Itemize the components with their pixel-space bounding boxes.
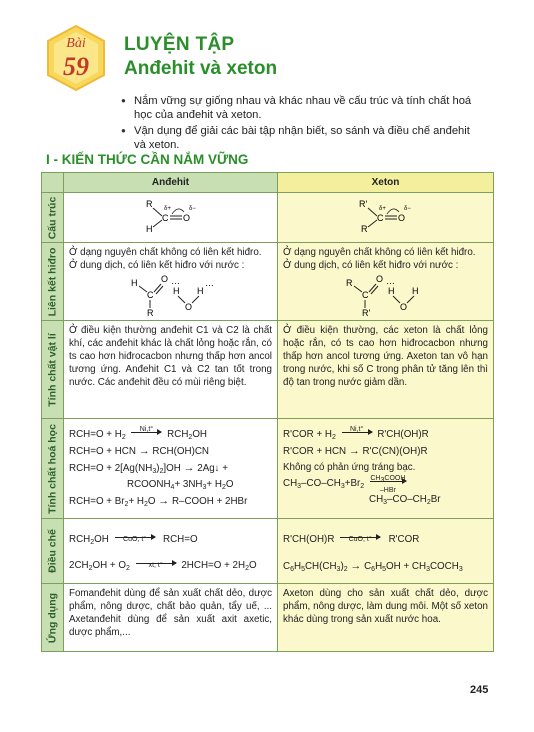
- svg-text:H: H: [130, 278, 137, 288]
- aldehyde-reaction-h2: $RCH=O + H_2$ Ni,t° $RCH_2OH$: [69, 425, 208, 441]
- ketone-physical: Ở điều kiện thường, các xeton là chất lỏng hoặc rắn, có ts cao hơn hiđrocacbon nhưng thấp hơn ancol tương ứng. Axeton tan vô hạn trong nước, khi số C trong phân tử tăng lên thì độ tan trong nước giảm dần.: [278, 321, 494, 419]
- reaction-arrow: Ni,t°: [131, 432, 161, 433]
- row-label-preparation: Điều chế: [42, 519, 64, 584]
- svg-text:H: H: [411, 286, 418, 296]
- aldehyde-applications: Fomanđehit dùng để sản xuất chất dẻo, dược phẩm, nông dược, chất bảo quản, tẩy uế, ... Axetanđehit dùng để sản xuất axit axetic, dược phẩm,...: [64, 584, 278, 652]
- svg-text:O: O: [184, 302, 192, 312]
- svg-text:C: C: [376, 213, 383, 223]
- svg-text:H: H: [387, 286, 394, 296]
- svg-text:O: O: [182, 213, 190, 223]
- aldehyde-reaction-silver-products: $RCOONH_4+ 3NH_3+ H_2O$: [127, 479, 234, 491]
- ketone-hbond: [278, 243, 494, 321]
- ketone-reaction-bromine-product: $CH_3-CO-CH_2Br$: [369, 494, 441, 506]
- svg-text:R': R': [361, 308, 370, 316]
- svg-text:…: …: [170, 276, 180, 286]
- svg-text:R': R': [358, 199, 367, 209]
- ketone-reaction-bromine: $CH_3-CO-CH_3+Br_2$ $CH_3COOH$ –HBr: [283, 474, 406, 494]
- aldehyde-hbond-line2: Ở dung dịch, có liên kết hiđro với nước :: [69, 260, 245, 271]
- reaction-arrow: CuO, t°: [115, 537, 155, 538]
- ketone-reaction-hcn: R'COR + HCN → R'C(CN)(OH)R: [283, 445, 428, 457]
- svg-text:R: R: [345, 278, 352, 288]
- ketone-reaction-h2: $R'COR + H_2$ Ni,t° R'CH(OH)R: [283, 425, 429, 441]
- reaction-arrow: xt, t°: [136, 563, 176, 564]
- svg-text:O: O: [397, 213, 405, 223]
- reaction-arrow: CuO, t°: [340, 537, 380, 538]
- lesson-title: LUYỆN TẬP: [124, 34, 235, 55]
- ketone-hbond-line1: Ở dạng nguyên chất không có liên kết hiđro.: [283, 247, 476, 258]
- svg-text:R: R: [145, 199, 152, 209]
- header-aldehyde: Anđehit: [64, 173, 278, 193]
- svg-text:δ−: δ−: [188, 206, 196, 212]
- svg-text:R: R: [146, 308, 153, 316]
- aldehyde-reaction-bromine: $RCH=O + Br_2+ H_2O$ → R–COOH + 2HBr: [69, 495, 248, 508]
- svg-text:δ−: δ−: [403, 206, 411, 212]
- lesson-number: 59: [63, 52, 89, 81]
- row-label-chemical: Tính chất hoá học: [42, 419, 64, 519]
- svg-text:…: …: [385, 276, 395, 286]
- svg-text:δ+: δ+: [378, 206, 386, 212]
- ketone-prep-oxidation: R'CH(OH)R CuO, t° R'COR: [283, 534, 420, 545]
- aldehyde-structure-diagram: [126, 196, 216, 236]
- ketone-no-silver-mirror: Không có phản ứng tráng bạc.: [283, 462, 416, 473]
- aldehyde-prep-oxidation: $RCH_2OH$ CuO, t° RCH=O: [69, 534, 198, 546]
- goal-item: ● Vận dụng để giải các bài tập nhận biết, so sánh và điều chế anđehit và xeton.: [120, 124, 480, 152]
- svg-text:C: C: [361, 290, 368, 300]
- svg-text:O: O: [375, 274, 383, 284]
- goal-item: ● Nắm vững sự giống nhau và khác nhau về cấu trúc và tính chất hoá học của anđehit và xeton.: [120, 94, 480, 122]
- row-label-structure: Cấu trúc: [42, 193, 64, 243]
- svg-text:δ+: δ+: [163, 206, 171, 212]
- ketone-structure: [278, 193, 494, 243]
- svg-text:H: H: [196, 286, 203, 296]
- ketone-prep-cumene: $C_6H_5CH(CH_3)_2 \to C_6H_5OH$ + $CH_3COCH_3$: [283, 560, 463, 573]
- aldehyde-prep-ethylene: $2CH_2OH + O_2$ xt, t° $2HCH=O + 2H_2O$: [69, 560, 257, 572]
- aldehyde-chemical: [64, 419, 278, 519]
- ketone-structure-diagram: [341, 196, 431, 236]
- lesson-goals: [120, 94, 480, 154]
- svg-text:C: C: [161, 213, 168, 223]
- aldehyde-hbond-diagram: [111, 272, 231, 316]
- aldehyde-reaction-silver: $RCH=O + 2[Ag(NH_3)_2]OH$ → 2Ag↓ +: [69, 462, 229, 475]
- lesson-label: Bài: [66, 36, 86, 51]
- ketone-hbond-diagram: [326, 272, 446, 316]
- ketone-preparation: [278, 519, 494, 584]
- svg-text:H: H: [172, 286, 179, 296]
- aldehyde-structure: [64, 193, 278, 243]
- section-title: I - KIẾN THỨC CẦN NẮM VỮNG: [46, 152, 249, 167]
- header-corner: [42, 173, 64, 193]
- row-label-physical: Tính chất vật lí: [42, 321, 64, 419]
- ketone-chemical: [278, 419, 494, 519]
- row-label-hbond: Liên kết hiđro: [42, 243, 64, 321]
- aldehyde-hbond: [64, 243, 278, 321]
- svg-text:…: …: [204, 278, 214, 288]
- aldehyde-preparation: [64, 519, 278, 584]
- svg-text:H: H: [145, 224, 152, 234]
- ketone-applications: Axeton dùng cho sản xuất chất dẻo, dược phẩm, nông dược, làm dung môi. Một số xeton khác dùng trong sản xuất nước hoa.: [278, 584, 494, 652]
- reaction-arrow: $CH_3COOH$ –HBr: [370, 474, 406, 494]
- header-ketone: Xeton: [278, 173, 494, 193]
- page-number: 245: [470, 684, 489, 696]
- lesson-subtitle: Anđehit và xeton: [124, 58, 278, 79]
- svg-text:C: C: [146, 290, 153, 300]
- ketone-hbond-line2: Ở dung dịch, có liên kết hiđro với nước :: [283, 260, 459, 271]
- svg-text:O: O: [160, 274, 168, 284]
- comparison-table: [41, 172, 494, 652]
- row-label-applications: Ứng dụng: [42, 584, 64, 652]
- aldehyde-physical: Ở điều kiện thường anđehit C1 và C2 là chất khí, các anđehit khác là chất lỏng hoặc rắn, có ts cao hơn hiđrocacbon nhưng thấp hơn ancol tương ứng. Anđehit C1 và C2 tan tốt trong nước. Các anđehit đều có mùi riêng biệt.: [64, 321, 278, 419]
- svg-text:R: R: [360, 224, 367, 234]
- reaction-arrow: Ni,t°: [342, 432, 372, 433]
- aldehyde-reaction-hcn: RCH=O + HCN → RCH(OH)CN: [69, 445, 210, 457]
- svg-text:O: O: [399, 302, 407, 312]
- aldehyde-hbond-line1: Ở dạng nguyên chất không có liên kết hiđro.: [69, 247, 262, 258]
